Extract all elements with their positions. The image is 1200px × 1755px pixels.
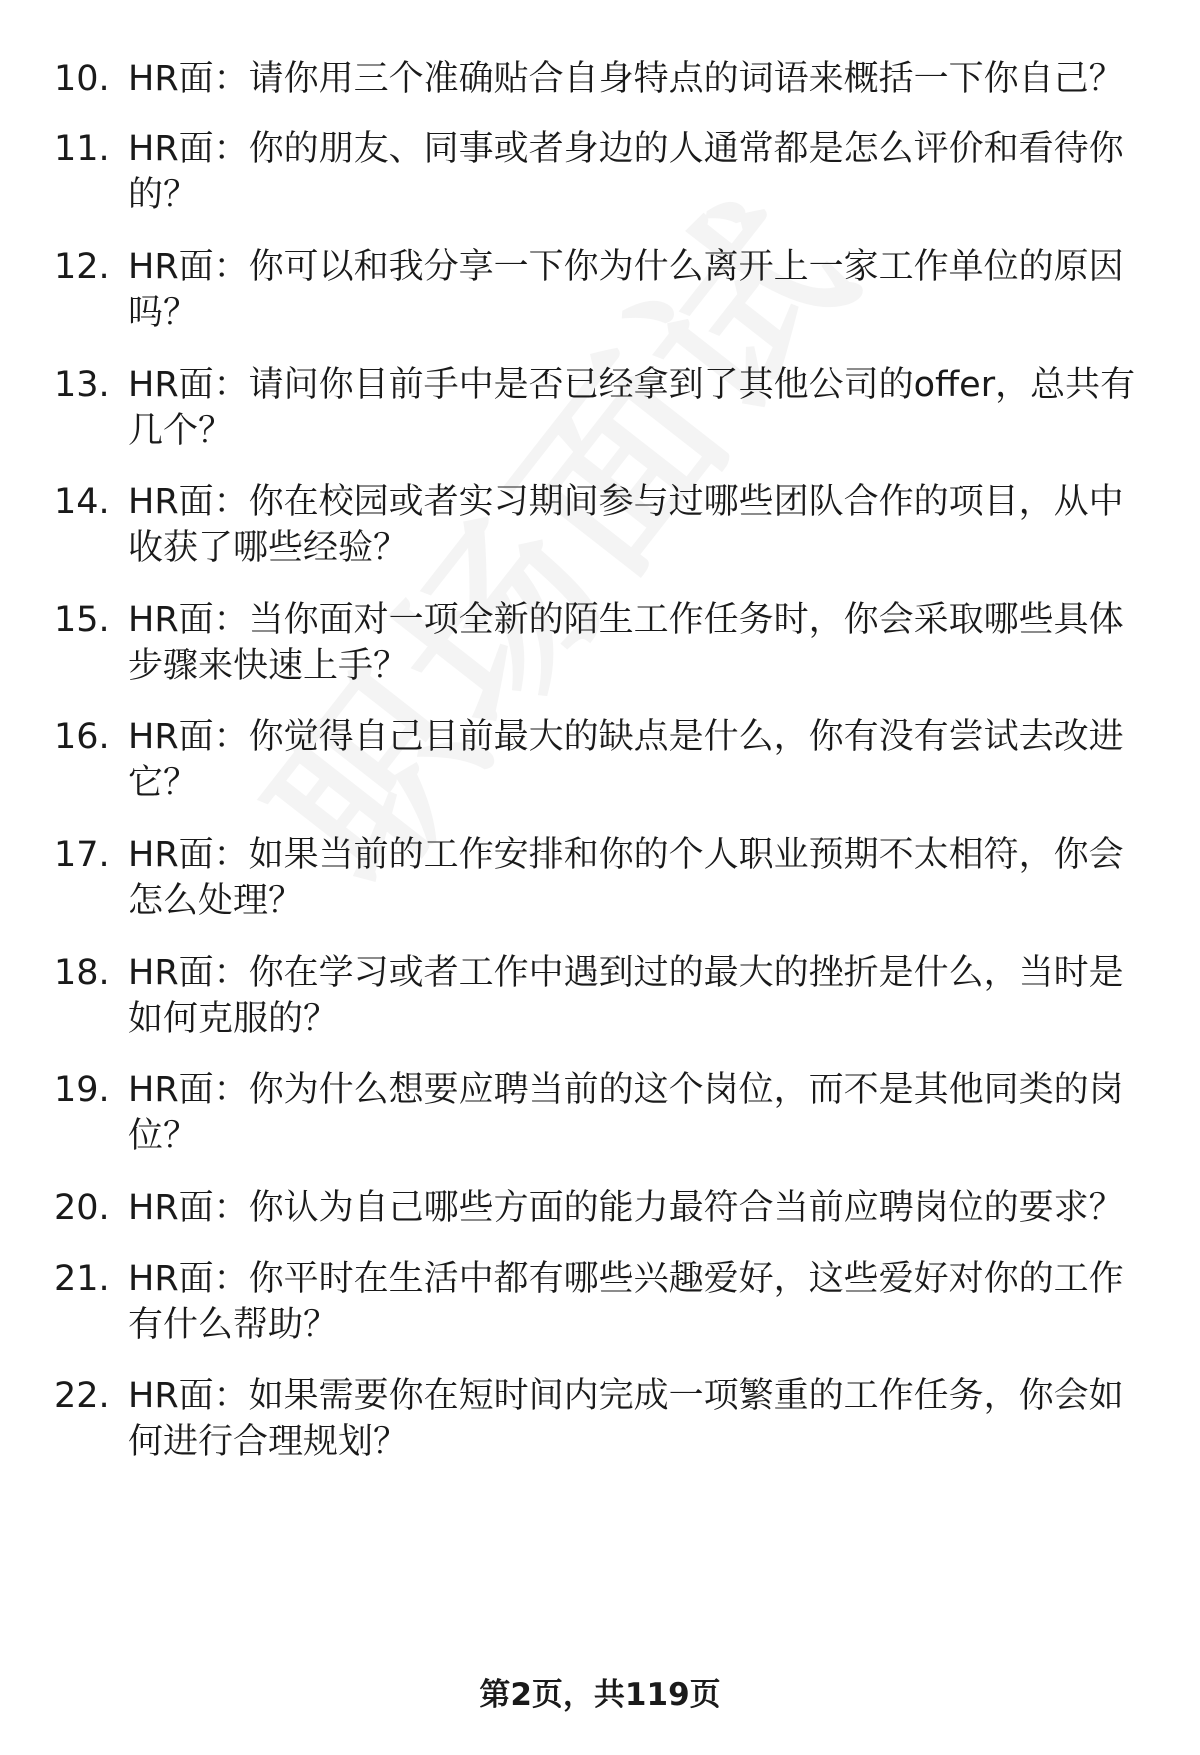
item-number: 16. bbox=[54, 717, 110, 757]
item-number: 22. bbox=[54, 1376, 110, 1416]
item-text: HR面：你为什么想要应聘当前的这个岗位，而不是其他同类的岗位？ bbox=[128, 1070, 1124, 1156]
item-number: 12. bbox=[54, 247, 110, 287]
item-text: HR面：当你面对一项全新的陌生工作任务时，你会采取哪些具体步骤来快速上手？ bbox=[128, 600, 1124, 686]
item-text: HR面：如果需要你在短时间内完成一项繁重的工作任务，你会如何进行合理规划？ bbox=[128, 1376, 1124, 1462]
item-text: HR面：你在校园或者实习期间参与过哪些团队合作的项目，从中收获了哪些经验？ bbox=[128, 482, 1124, 568]
item-text: HR面：你认为自己哪些方面的能力最符合当前应聘岗位的要求？ bbox=[128, 1188, 1124, 1228]
item-number: 11. bbox=[54, 129, 110, 169]
item-text: HR面：你的朋友、同事或者身边的人通常都是怎么评价和看待你的？ bbox=[128, 129, 1124, 215]
item-text: HR面：请问你目前手中是否已经拿到了其他公司的offer，总共有几个？ bbox=[128, 365, 1136, 451]
item-number: 14. bbox=[54, 482, 110, 522]
item-number: 18. bbox=[54, 953, 110, 993]
item-text: HR面：你觉得自己目前最大的缺点是什么，你有没有尝试去改进它？ bbox=[128, 717, 1124, 803]
item-text: HR面：你可以和我分享一下你为什么离开上一家工作单位的原因吗？ bbox=[128, 247, 1124, 333]
item-text: HR面：你在学习或者工作中遇到过的最大的挫折是什么，当时是如何克服的？ bbox=[128, 953, 1124, 1039]
item-number: 17. bbox=[54, 835, 110, 875]
item-number: 20. bbox=[54, 1188, 110, 1228]
page-footer: 第2页，共119页 bbox=[479, 1677, 721, 1713]
item-text: HR面：如果当前的工作安排和你的个人职业预期不太相符，你会怎么处理？ bbox=[128, 835, 1124, 921]
item-text: HR面：你平时在生活中都有哪些兴趣爱好，这些爱好对你的工作有什么帮助？ bbox=[128, 1259, 1124, 1345]
item-number: 19. bbox=[54, 1070, 110, 1110]
item-number: 10. bbox=[54, 59, 110, 99]
item-text: HR面：请你用三个准确贴合自身特点的词语来概括一下你自己？ bbox=[128, 59, 1124, 99]
item-number: 21. bbox=[54, 1259, 110, 1299]
item-number: 15. bbox=[54, 600, 110, 640]
item-number: 13. bbox=[54, 365, 110, 405]
